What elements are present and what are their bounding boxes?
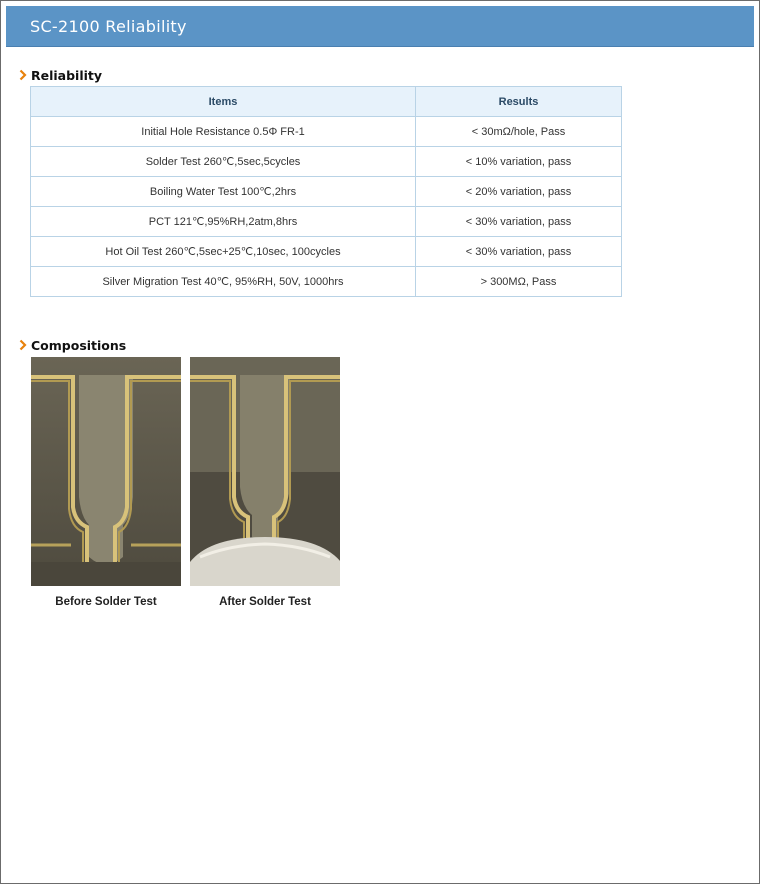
after-solder-test-caption: After Solder Test bbox=[219, 596, 311, 608]
item-cell: PCT 121℃,95%RH,2atm,8hrs bbox=[31, 207, 416, 237]
table-row bbox=[31, 207, 622, 237]
result-cell: < 30% variation, pass bbox=[416, 207, 622, 237]
item-cell: Silver Migration Test 40℃, 95%RH, 50V, 1000hrs bbox=[31, 267, 416, 297]
item-cell: Hot Oil Test 260℃,5sec+25℃,10sec, 100cycles bbox=[31, 237, 416, 267]
after-solder-test-image bbox=[190, 357, 340, 586]
item-cell: Solder Test 260℃,5sec,5cycles bbox=[31, 147, 416, 177]
reliability-heading bbox=[18, 66, 102, 84]
result-cell: < 30% variation, pass bbox=[416, 237, 622, 267]
compositions-heading bbox=[18, 336, 126, 354]
table-row bbox=[31, 237, 622, 267]
result-cell: > 300MΩ, Pass bbox=[416, 267, 622, 297]
table-row bbox=[31, 147, 622, 177]
page-header bbox=[6, 6, 754, 47]
item-cell: Initial Hole Resistance 0.5Φ FR-1 bbox=[31, 117, 416, 147]
item-cell: Boiling Water Test 100℃,2hrs bbox=[31, 177, 416, 207]
result-cell: < 10% variation, pass bbox=[416, 147, 622, 177]
table-row bbox=[31, 117, 622, 147]
before-solder-test-image bbox=[31, 357, 181, 586]
result-cell: < 30mΩ/hole, Pass bbox=[416, 117, 622, 147]
reliability-table bbox=[30, 86, 622, 297]
compositions-heading-label: Compositions bbox=[31, 337, 127, 353]
table-row bbox=[31, 267, 622, 297]
table-row bbox=[31, 177, 622, 207]
chevron-right-icon bbox=[18, 69, 30, 81]
table-header-row bbox=[31, 87, 622, 117]
chevron-right-icon bbox=[18, 339, 30, 351]
column-header-items: Items bbox=[31, 87, 416, 117]
reliability-heading-label: Reliability bbox=[31, 67, 103, 83]
column-header-results: Results bbox=[416, 87, 622, 117]
page-title: SC-2100 Reliability bbox=[30, 17, 187, 36]
before-solder-test-caption: Before Solder Test bbox=[55, 596, 157, 608]
result-cell: < 20% variation, pass bbox=[416, 177, 622, 207]
